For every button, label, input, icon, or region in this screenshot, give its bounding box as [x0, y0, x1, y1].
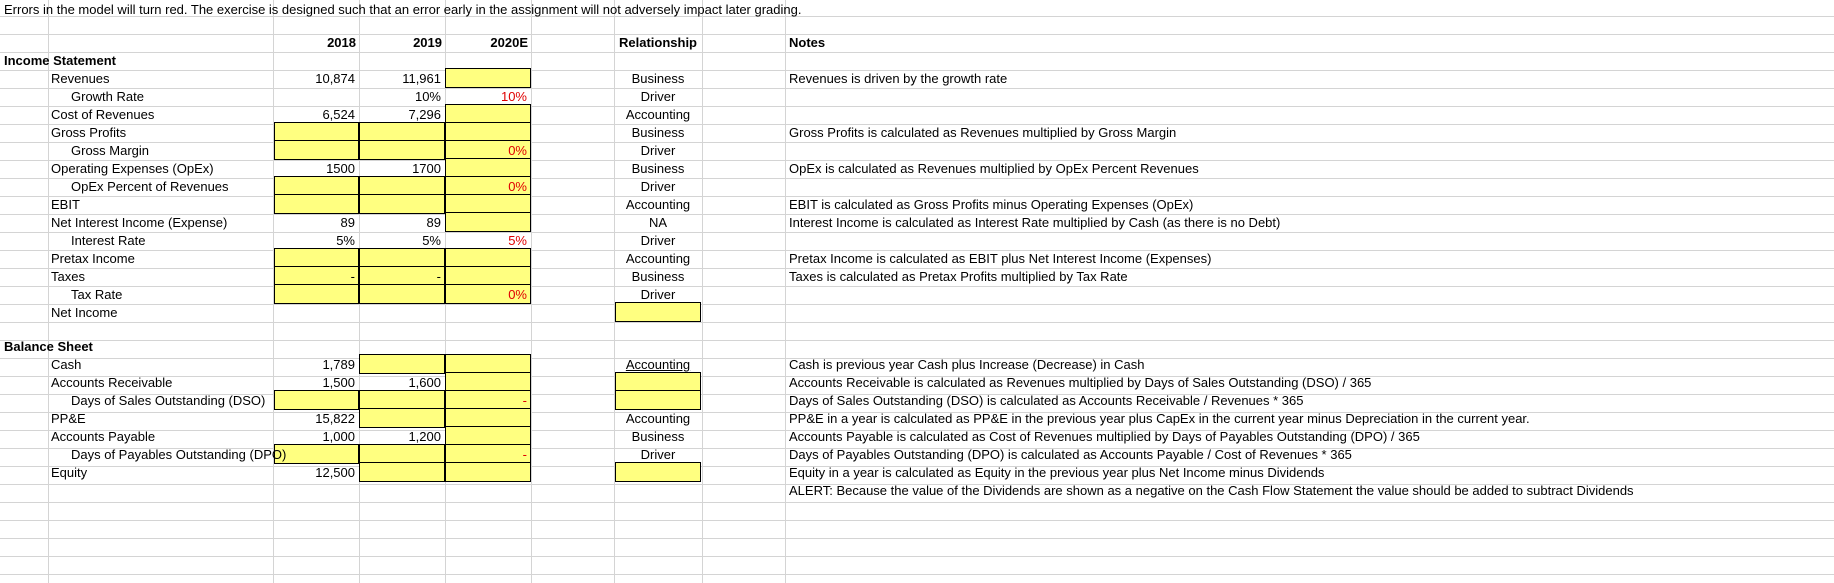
- row-label-gross-profits[interactable]: Gross Profits: [51, 125, 127, 140]
- header-relationship[interactable]: Relationship: [618, 35, 697, 50]
- note-net-interest-income-expense: Interest Income is calculated as Interest Rate multiplied by Cash (as there is no Debt): [789, 215, 1281, 230]
- row-label-tax-rate[interactable]: Tax Rate: [71, 287, 123, 302]
- row-label-gross-margin[interactable]: Gross Margin: [71, 143, 150, 158]
- dividends-alert: ALERT: Because the value of the Dividends are shown as a negative on the Cash Flow Statement the value should be added to subtract Dividends: [789, 483, 1634, 498]
- value-net-interest-income-expense-v2019[interactable]: 89: [426, 215, 441, 230]
- relationship-taxes[interactable]: Business: [631, 269, 685, 284]
- note-accounts-receivable: Accounts Receivable is calculated as Revenues multiplied by Days of Sales Outstanding (DSO) / 365: [789, 375, 1372, 390]
- row-gridline: [0, 340, 1834, 341]
- relationship-days-of-payables-outstanding-dpo[interactable]: Driver: [640, 447, 676, 462]
- value-accounts-receivable-v2019[interactable]: 1,600: [408, 375, 441, 390]
- column-gridline: [785, 0, 786, 583]
- column-gridline: [48, 0, 49, 583]
- row-label-pretax-income[interactable]: Pretax Income: [51, 251, 135, 266]
- relationship-cash[interactable]: Accounting: [625, 357, 691, 372]
- value-gross-margin-v2019[interactable]: [361, 141, 441, 160]
- value-operating-expenses-opex-v2019[interactable]: 1700: [412, 161, 441, 176]
- relationship-growth-rate[interactable]: Driver: [640, 89, 676, 104]
- note-pp-e: PP&E in a year is calculated as PP&E in the previous year plus CapEx in the current year minus Depreciation in the current year.: [789, 411, 1530, 426]
- value-taxes-v2018[interactable]: -: [350, 269, 355, 284]
- value-ebit-v2018[interactable]: [276, 195, 355, 214]
- row-label-cost-of-revenues[interactable]: Cost of Revenues: [51, 107, 155, 122]
- value-days-of-sales-outstanding-dso-v2020[interactable]: -: [522, 393, 527, 408]
- value-growth-rate-v2018[interactable]: [276, 87, 355, 106]
- value-net-income-v2020[interactable]: [447, 303, 527, 322]
- value-growth-rate-v2019[interactable]: 10%: [414, 89, 441, 104]
- row-gridline: [0, 574, 1834, 575]
- relationship-opex-percent-of-revenues[interactable]: Driver: [640, 179, 676, 194]
- relationship-interest-rate[interactable]: Driver: [640, 233, 676, 248]
- balance-sheet-title[interactable]: Balance Sheet: [4, 339, 93, 354]
- relationship-equity[interactable]: [615, 463, 701, 482]
- relationship-operating-expenses-opex[interactable]: Business: [631, 161, 685, 176]
- value-taxes-v2019[interactable]: -: [436, 269, 441, 284]
- value-gross-margin-v2020[interactable]: 0%: [508, 143, 527, 158]
- value-pp-e-v2019[interactable]: [361, 409, 441, 428]
- note-gross-profits: Gross Profits is calculated as Revenues multiplied by Gross Margin: [789, 125, 1177, 140]
- value-days-of-payables-outstanding-dpo-v2020[interactable]: -: [522, 447, 527, 462]
- row-gridline: [0, 538, 1834, 539]
- value-accounts-payable-v2019[interactable]: 1,200: [408, 429, 441, 444]
- note-accounts-payable: Accounts Payable is calculated as Cost of Revenues multiplied by Days of Payables Outstanding (DPO) / 365: [789, 429, 1420, 444]
- value-net-income-v2019[interactable]: [361, 303, 441, 322]
- relationship-accounts-payable[interactable]: Business: [631, 429, 685, 444]
- relationship-gross-profits[interactable]: Business: [631, 125, 685, 140]
- header-2018[interactable]: 2018: [327, 35, 356, 50]
- note-operating-expenses-opex: OpEx is calculated as Revenues multiplied by OpEx Percent Revenues: [789, 161, 1199, 176]
- header-2020e[interactable]: 2020E: [490, 35, 528, 50]
- row-label-ebit[interactable]: EBIT: [51, 197, 80, 212]
- value-interest-rate-v2020[interactable]: 5%: [508, 233, 527, 248]
- row-label-growth-rate[interactable]: Growth Rate: [71, 89, 144, 104]
- value-ebit-v2019[interactable]: [361, 195, 441, 214]
- value-revenues-v2020[interactable]: [447, 69, 527, 88]
- row-gridline: [0, 520, 1834, 521]
- row-label-pp-e[interactable]: PP&E: [51, 411, 86, 426]
- value-net-interest-income-expense-v2020[interactable]: [447, 213, 527, 232]
- value-tax-rate-v2018[interactable]: [276, 285, 355, 304]
- row-label-equity[interactable]: Equity: [51, 465, 88, 480]
- row-label-interest-rate[interactable]: Interest Rate: [71, 233, 146, 248]
- note-revenues: Revenues is driven by the growth rate: [789, 71, 1008, 86]
- relationship-pretax-income[interactable]: Accounting: [625, 251, 691, 266]
- value-equity-v2019[interactable]: [361, 463, 441, 482]
- note-cash: Cash is previous year Cash plus Increase (Decrease) in Cash: [789, 357, 1145, 372]
- value-net-income-v2018[interactable]: [276, 303, 355, 322]
- note-pretax-income: Pretax Income is calculated as EBIT plus Net Interest Income (Expenses): [789, 251, 1212, 266]
- row-label-accounts-payable[interactable]: Accounts Payable: [51, 429, 156, 444]
- value-revenues-v2019[interactable]: 11,961: [402, 71, 441, 86]
- relationship-cost-of-revenues[interactable]: Accounting: [625, 107, 691, 122]
- column-gridline: [702, 0, 703, 583]
- row-gridline: [0, 502, 1834, 503]
- row-label-taxes[interactable]: Taxes: [51, 269, 85, 284]
- relationship-gross-margin[interactable]: Driver: [640, 143, 676, 158]
- value-opex-percent-of-revenues-v2020[interactable]: 0%: [508, 179, 527, 194]
- header-2019[interactable]: 2019: [413, 35, 442, 50]
- note-equity: Equity in a year is calculated as Equity in the previous year plus Net Income minus Dividends: [789, 465, 1325, 480]
- row-label-days-of-payables-outstanding-dpo[interactable]: Days of Payables Outstanding (DPO): [71, 447, 287, 462]
- row-label-cash[interactable]: Cash: [51, 357, 82, 372]
- value-days-of-payables-outstanding-dpo-v2018[interactable]: [276, 445, 355, 464]
- note-ebit: EBIT is calculated as Gross Profits minus Operating Expenses (OpEx): [789, 197, 1194, 212]
- note-days-of-sales-outstanding-dso: Days of Sales Outstanding (DSO) is calculated as Accounts Receivable / Revenues * 365: [789, 393, 1304, 408]
- note-taxes: Taxes is calculated as Pretax Profits multiplied by Tax Rate: [789, 269, 1128, 284]
- relationship-pp-e[interactable]: Accounting: [625, 411, 691, 426]
- value-interest-rate-v2019[interactable]: 5%: [422, 233, 441, 248]
- value-accounts-payable-v2018[interactable]: 1,000: [322, 429, 355, 444]
- row-gridline: [0, 322, 1834, 323]
- row-label-net-income[interactable]: Net Income: [51, 305, 118, 320]
- value-cash-v2019[interactable]: [361, 355, 441, 374]
- column-gridline: [531, 0, 532, 583]
- value-interest-rate-v2018[interactable]: 5%: [336, 233, 355, 248]
- relationship-net-interest-income-expense[interactable]: NA: [648, 215, 668, 230]
- row-label-days-of-sales-outstanding-dso[interactable]: Days of Sales Outstanding (DSO): [71, 393, 266, 408]
- value-equity-v2018[interactable]: 12,500: [315, 465, 355, 480]
- row-label-net-interest-income-expense[interactable]: Net Interest Income (Expense): [51, 215, 228, 230]
- value-gross-margin-v2018[interactable]: [276, 141, 355, 160]
- relationship-ebit[interactable]: Accounting: [625, 197, 691, 212]
- relationship-tax-rate[interactable]: Driver: [640, 287, 676, 302]
- income-statement-title[interactable]: Income Statement: [4, 53, 116, 68]
- value-pp-e-v2018[interactable]: 15,822: [315, 411, 355, 426]
- value-cost-of-revenues-v2019[interactable]: 7,296: [408, 107, 441, 122]
- value-accounts-receivable-v2018[interactable]: 1,500: [322, 375, 355, 390]
- relationship-days-of-sales-outstanding-dso[interactable]: [615, 391, 701, 410]
- header-notes[interactable]: Notes: [789, 35, 826, 50]
- relationship-net-income[interactable]: [615, 303, 701, 322]
- row-gridline: [0, 556, 1834, 557]
- relationship-revenues[interactable]: Business: [631, 71, 685, 86]
- instructions-text: Errors in the model will turn red. The exercise is designed such that an error early in the assignment will not adversely impact later grading.: [4, 2, 802, 17]
- row-label-opex-percent-of-revenues[interactable]: OpEx Percent of Revenues: [71, 179, 229, 194]
- row-label-revenues[interactable]: Revenues: [51, 71, 110, 86]
- value-days-of-sales-outstanding-dso-v2018[interactable]: [276, 391, 355, 410]
- note-days-of-payables-outstanding-dpo: Days of Payables Outstanding (DPO) is calculated as Accounts Payable / Cost of Revenues * 365: [789, 447, 1352, 462]
- value-tax-rate-v2020[interactable]: 0%: [508, 287, 527, 302]
- row-gridline: [0, 52, 1834, 53]
- value-operating-expenses-opex-v2018[interactable]: 1500: [326, 161, 355, 176]
- value-revenues-v2018[interactable]: 10,874: [315, 71, 355, 86]
- row-label-operating-expenses-opex[interactable]: Operating Expenses (OpEx): [51, 161, 214, 176]
- row-gridline: [0, 34, 1834, 35]
- row-label-accounts-receivable[interactable]: Accounts Receivable: [51, 375, 173, 390]
- value-tax-rate-v2019[interactable]: [361, 285, 441, 304]
- value-cost-of-revenues-v2018[interactable]: 6,524: [322, 107, 355, 122]
- value-net-interest-income-expense-v2018[interactable]: 89: [340, 215, 355, 230]
- value-equity-v2020[interactable]: [447, 463, 527, 482]
- value-growth-rate-v2020[interactable]: 10%: [500, 89, 527, 104]
- value-cash-v2018[interactable]: 1,789: [322, 357, 355, 372]
